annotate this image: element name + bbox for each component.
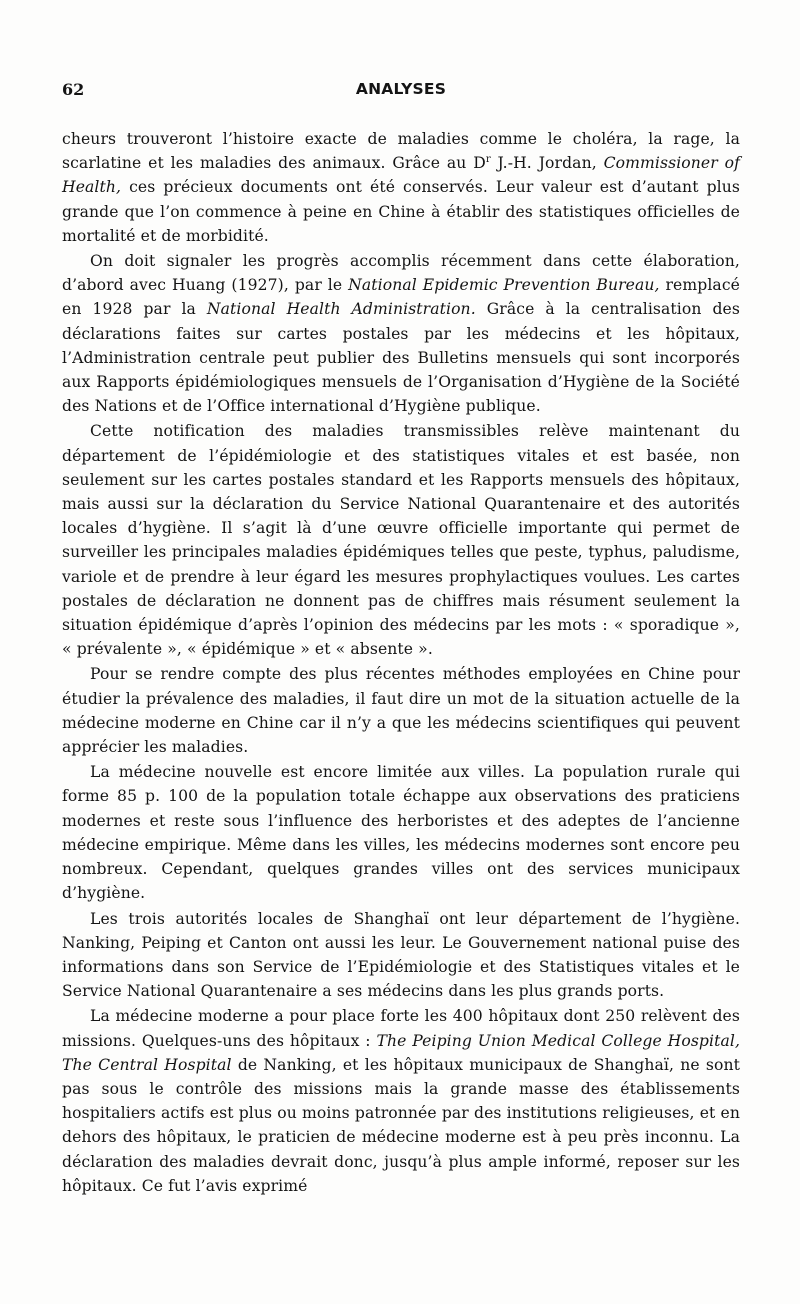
- paragraph: [62, 662, 740, 759]
- text-segment: ces précieux documents ont été conservés. Leur valeur est d’autant plus grande que l’on commence à peine en Chine à établir des statistiques officielles de mortalité et de morbidité.: [62, 178, 740, 245]
- italic-text: The Peiping Union Medical College Hospital, The Central Hospital: [62, 1031, 741, 1074]
- italic-text: National Health Administration.: [206, 300, 476, 319]
- paragraph: [62, 1004, 740, 1198]
- paragraph: [62, 760, 740, 905]
- paragraph: [62, 907, 740, 1004]
- page-number: 62: [62, 80, 85, 99]
- text-segment: remplacé en 1928 par la: [62, 276, 740, 319]
- text-segment: Les trois autorités locales de Shanghaï ont leur département de l’hygiène. Nanking, Peiping et Canton ont aussi les leur. Le Gouvernement national puise des informations dans son Service de l’Epidémiologie et des Statistiques vitales et le Service National Quarantenaire a ses médecins dans les plus grands ports.: [62, 909, 740, 1001]
- italic-text: Commissioner of Health,: [62, 154, 740, 197]
- paragraph: [62, 127, 740, 248]
- running-title: ANALYSES: [355, 80, 447, 98]
- text-segment: Grâce à la centralisation des déclarations faites sur cartes postales par les médecins et les hôpitaux, l’Administration centrale peut publier des Bulletins mensuels qui sont incorporés aux Rapports épidémiologiques mensuels de l’Organisation d’Hygiène de la Société des Nations et de l’Office international d’Hygiène publique.: [62, 300, 740, 416]
- text-segment: cheurs trouveront l’histoire exacte de maladies comme le choléra, la rage, la scarlatine et les maladies des animaux. Grâce au D: [62, 130, 740, 173]
- text-segment: de Nanking, et les hôpitaux municipaux de Shanghaï, ne sont pas sous le contrôle des missions mais la grande masse des établissements hospitaliers actifs est plus ou moins patronnée par des institutions religieuses, et en dehors des hôpitaux, le praticien de médecine moderne est à peu près inconnu. La déclaration des maladies devrait donc, jusqu’à plus ample informé, reposer sur les hôpitaux. Ce fut l’avis exprimé: [62, 1055, 740, 1195]
- text-segment: J.-H. Jordan,: [490, 154, 604, 173]
- text-segment: Pour se rendre compte des plus récentes méthodes employées en Chine pour étudier la prévalence des maladies, il faut dire un mot de la situation actuelle de la médecine moderne en Chine car il n’y a que les médecins scientifiques qui peuvent apprécier les maladies.: [62, 665, 740, 757]
- paragraph: [62, 419, 740, 661]
- text-segment: La médecine nouvelle est encore limitée aux villes. La population rurale qui forme 85 p. 100 de la population totale échappe aux observations des praticiens modernes et reste sous l’influence des herboristes et des adeptes de l’ancienne médecine empirique. Même dans les villes, les médecins modernes sont encore peu nombreux. Cependant, quelques grandes villes ont des services municipaux d’hygiène.: [62, 763, 740, 903]
- paragraph: [62, 249, 740, 418]
- superscript-text: r: [485, 154, 491, 166]
- text-segment: Cette notification des maladies transmissibles relève maintenant du département de l’épidémiologie et des statistiques vitales et est basée, non seulement sur les cartes postales standard et les Rapports mensuels des hôpitaux, mais aussi sur la déclaration du Service National Quarantenaire et des autorités locales d’hygiène. Il s’agit là d’une œuvre officielle importante qui permet de surveiller les principales maladies épidémiques telles que peste, typhus, paludisme, variole et de prendre à leur égard les mesures prophylactiques voulues. Les cartes postales de déclaration ne donnent pas de chiffres mais résument seulement la situation épidémique d’après l’opinion des médecins par les mots : « sporadique », « prévalente », « épidémique » et « absente ».: [62, 422, 740, 659]
- page-header: [62, 80, 740, 110]
- italic-text: National Epidemic Prevention Bureau,: [348, 276, 660, 295]
- body-text: [62, 127, 740, 1198]
- text-segment: La médecine moderne a pour place forte les 400 hôpitaux dont 250 relèvent des missions. Quelques-uns des hôpitaux :: [62, 1007, 740, 1050]
- text-segment: On doit signaler les progrès accomplis récemment dans cette élaboration, d’abord avec Huang (1927), par le: [62, 252, 740, 295]
